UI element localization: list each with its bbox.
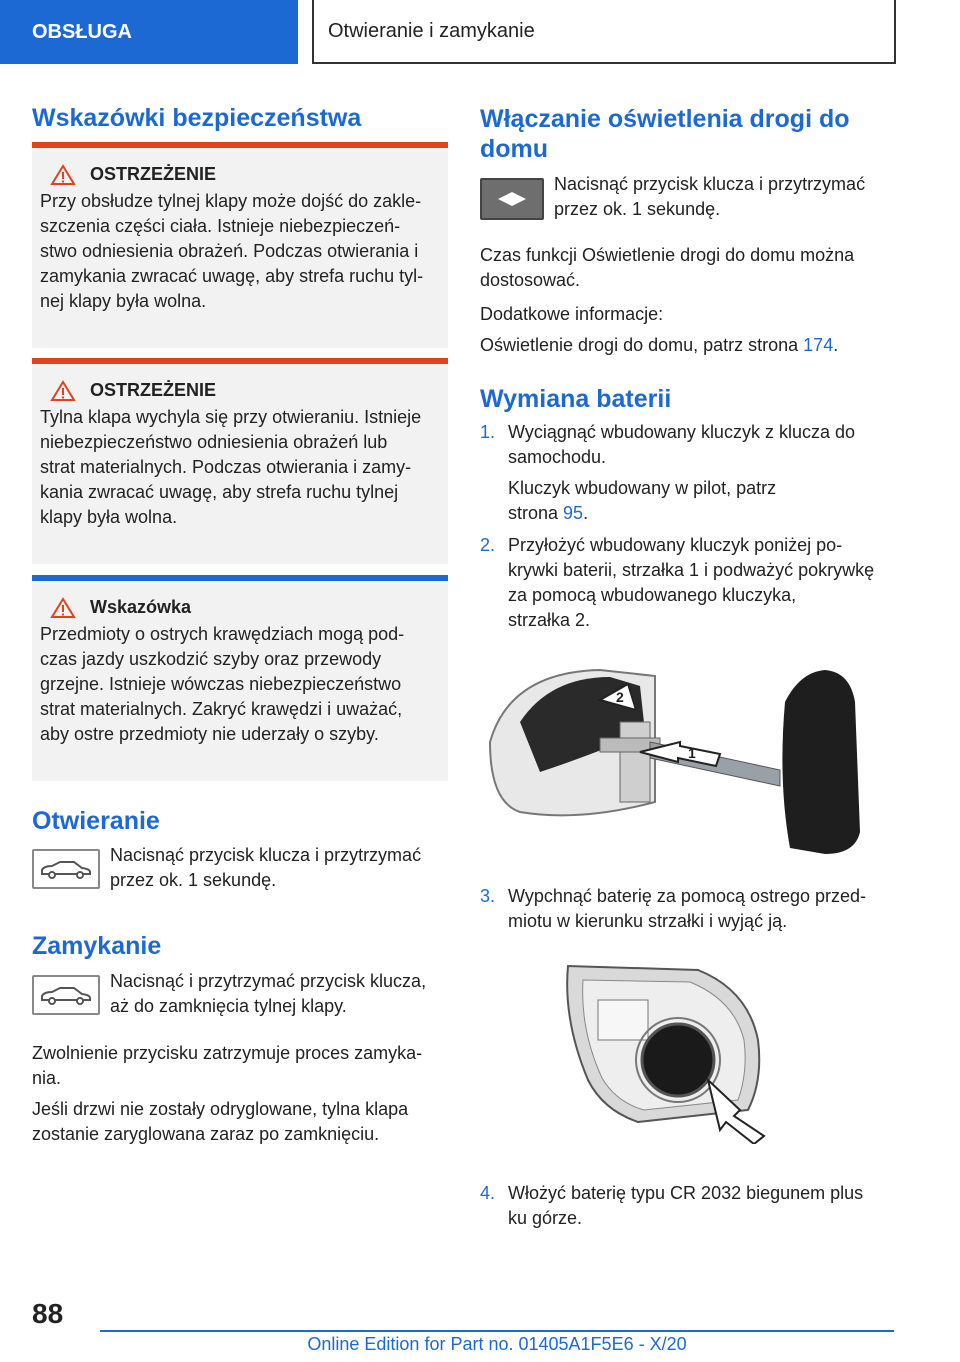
battery-step-2 <box>480 533 900 633</box>
safety-heading: Wskazówki bezpieczeństwa <box>32 104 362 132</box>
step-number: 1. <box>480 422 496 442</box>
lights-instruction <box>480 172 900 222</box>
battery-step-1 <box>480 420 900 526</box>
battery-step-4 <box>480 1181 900 1231</box>
opening-heading: Otwieranie <box>32 807 160 835</box>
page-link-95[interactable]: 95 <box>563 503 584 523</box>
note-line: czas jazdy uszkodzić szyby oraz przewody <box>40 649 382 669</box>
step-number: 2. <box>480 535 496 555</box>
battery-illustration <box>558 960 780 1144</box>
closing-heading: Zamykanie <box>32 932 162 960</box>
warning-1-line: szczenia części ciała. Istnieje niebezpieczeń- <box>40 216 401 236</box>
battery-step-3 <box>480 884 900 934</box>
closing-para-line: Jeśli drzwi nie zostały odryglowane, tylna klapa <box>32 1099 409 1119</box>
opening-instruction <box>32 843 448 893</box>
warning-2-line: strat materialnych. Podczas otwierania i zamy- <box>40 457 412 477</box>
section-tab: OBSŁUGA <box>0 0 298 64</box>
step-number: 4. <box>480 1183 496 1203</box>
page-link-174[interactable]: 174 <box>803 335 834 355</box>
closing-text <box>110 969 426 1019</box>
warning-text-1 <box>40 189 438 314</box>
home-lights-button-icon <box>480 178 544 220</box>
warning-1-line: Przy obsłudze tylnej klapy może dojść do zakle- <box>40 191 422 211</box>
step-4-text <box>508 1181 863 1231</box>
warning-2-line: niebezpieczeństwo odniesienia obrażeń lub <box>40 432 388 452</box>
lights-ref-end: . <box>833 335 839 355</box>
closing-instruction <box>32 969 448 1019</box>
warning-label-2: OSTRZEŻENIE <box>90 380 217 400</box>
note-triangle-icon <box>50 597 76 619</box>
closing-paragraph-2 <box>32 1097 448 1147</box>
warning-triangle-icon <box>50 380 76 402</box>
footer-divider <box>100 1330 894 1332</box>
closing-paragraph-1 <box>32 1041 448 1091</box>
tailgate-button-icon <box>32 849 100 889</box>
step-line: krywki baterii, strzałka 1 i podważyć pokrywkę <box>508 560 875 580</box>
step-2-text <box>508 533 874 633</box>
lights-heading-line: domu <box>480 135 549 163</box>
step-line: strzałka 2. <box>508 610 591 630</box>
arrow-label-2: 2 <box>616 689 624 705</box>
closing-line: aż do zamknięcia tylnej klapy. <box>110 996 347 1016</box>
note-line: Przedmioty o ostrych krawędziach mogą pod- <box>40 624 405 644</box>
chapter-title <box>312 0 896 64</box>
warning-box-2 <box>32 358 448 564</box>
note-label: Wskazówka <box>90 597 192 617</box>
step-line: miotu w kierunku strzałki i wyjąć ją. <box>508 911 788 931</box>
step-line: Wypchnąć baterię za pomocą ostrego przed- <box>508 886 867 906</box>
step-1-ref <box>508 501 855 526</box>
edition-footer: Online Edition for Part no. 01405A1F5E6 - X/20 <box>307 1334 687 1354</box>
step-number: 3. <box>480 886 496 906</box>
lights-heading <box>480 104 900 164</box>
closing-line: Nacisnąć i przytrzymać przycisk klucza, <box>110 971 427 991</box>
lights-paragraph-3 <box>480 333 838 358</box>
closing-para-line: zostanie zaryglowana zaraz po zamknięciu. <box>32 1124 380 1144</box>
lights-line: przez ok. 1 sekundę. <box>554 199 721 219</box>
step-ref-text: strona <box>508 503 564 523</box>
warning-head-1 <box>40 162 438 187</box>
warning-2-line: Tylna klapa wychyla się przy otwieraniu. Istnieje <box>40 407 422 427</box>
closing-para-line: Zwolnienie przycisku zatrzymuje proces zamyka- <box>32 1043 423 1063</box>
closing-para-line: nia. <box>32 1068 62 1088</box>
lights-ref-text: Oświetlenie drogi do domu, patrz strona <box>480 335 804 355</box>
step-line: samochodu. <box>508 447 607 467</box>
step-1-text <box>508 420 855 526</box>
lights-paragraph-1 <box>480 243 900 293</box>
note-head <box>40 595 438 620</box>
step-line: Kluczyk wbudowany w pilot, patrz <box>508 478 777 498</box>
warning-box-1 <box>32 142 448 348</box>
opening-line: Nacisnąć przycisk klucza i przytrzymać <box>110 845 422 865</box>
warning-head-2 <box>40 378 438 403</box>
lights-paragraph-2: Dodatkowe informacje: <box>480 304 664 324</box>
note-line: strat materialnych. Zakryć krawędzi i uważać, <box>40 699 403 719</box>
note-box <box>32 575 448 781</box>
lights-heading-line: Włączanie oświetlenia drogi do <box>480 105 850 133</box>
warning-1-line: nej klapy była wolna. <box>40 291 207 311</box>
warning-1-line: stwo odniesienia obrażeń. Podczas otwierania i <box>40 241 419 261</box>
warning-triangle-icon <box>50 164 76 186</box>
lights-para-line: Czas funkcji Oświetlenie drogi do domu można <box>480 245 855 265</box>
key-fob-illustration <box>480 662 880 858</box>
note-text <box>40 622 438 747</box>
note-line: aby ostre przedmioty nie uderzały o szyby. <box>40 724 379 744</box>
opening-line: przez ok. 1 sekundę. <box>110 870 277 890</box>
warning-label-1: OSTRZEŻENIE <box>90 164 217 184</box>
page-number: 88 <box>32 1298 64 1329</box>
step-line: za pomocą wbudowanego kluczyka, <box>508 585 797 605</box>
lights-text <box>554 172 865 222</box>
chapter-title-text: Otwieranie i zamykanie <box>328 19 535 42</box>
step-line: Wyciągnąć wbudowany kluczyk z klucza do <box>508 422 855 442</box>
battery-heading: Wymiana baterii <box>480 385 672 413</box>
warning-text-2 <box>40 405 438 530</box>
step-line: ku górze. <box>508 1208 583 1228</box>
tailgate-button-icon <box>32 975 100 1015</box>
warning-2-line: kania zwracać uwagę, aby strefa ruchu tylnej <box>40 482 399 502</box>
step-line: Przyłożyć wbudowany kluczyk poniżej po- <box>508 535 843 555</box>
warning-1-line: zamykania zwracać uwagę, aby strefa ruchu tyl- <box>40 266 424 286</box>
step-line: Włożyć baterię typu CR 2032 biegunem plus <box>508 1183 864 1203</box>
lights-para-line: dostosować. <box>480 270 581 290</box>
warning-2-line: klapy była wolna. <box>40 507 178 527</box>
step-3-text <box>508 884 866 934</box>
step-ref-end: . <box>583 503 589 523</box>
opening-text <box>110 843 421 893</box>
note-line: grzejne. Istnieje wówczas niebezpieczeństwo <box>40 674 402 694</box>
lights-line: Nacisnąć przycisk klucza i przytrzymać <box>554 174 866 194</box>
arrow-label-1: 1 <box>688 745 696 761</box>
